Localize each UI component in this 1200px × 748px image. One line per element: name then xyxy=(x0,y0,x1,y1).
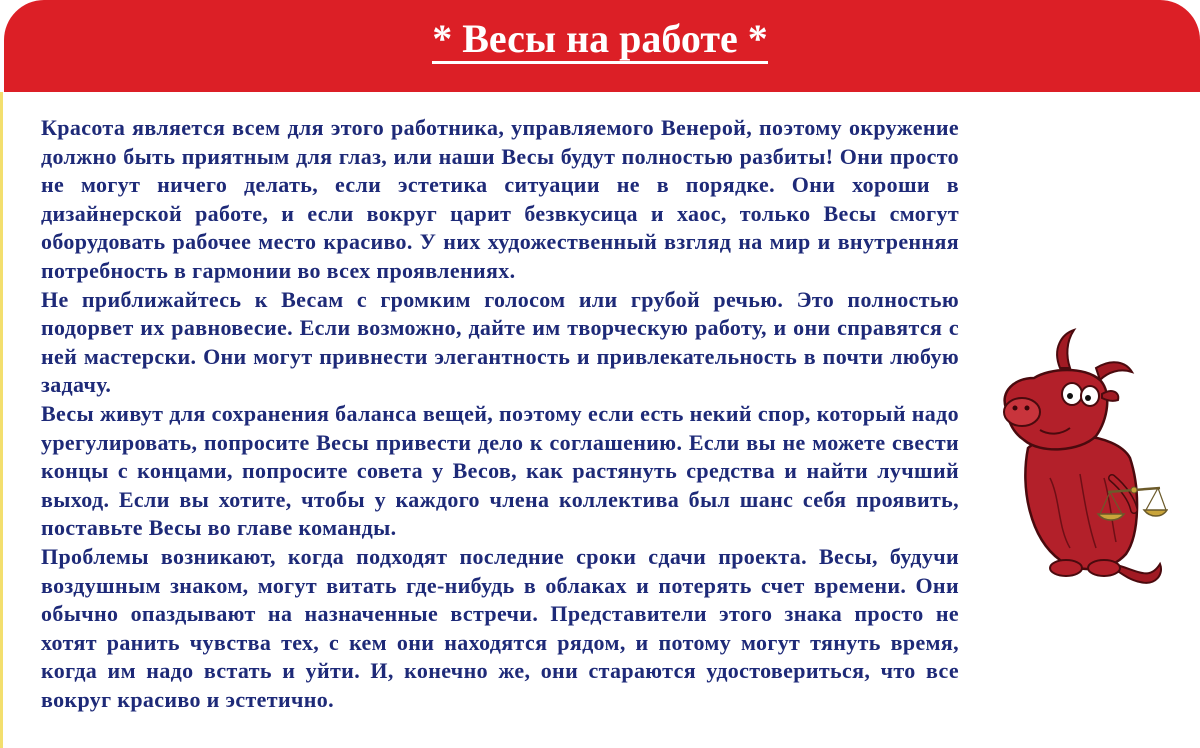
left-edge-strip xyxy=(0,92,3,748)
paragraph: Проблемы возникают, когда подходят последние сроки сдачи проекта. Весы, будучи воздушным знаком, могут витать где-нибудь в облаках и потерять счет времени. Они обычно опаздывают на назначенные встречи. Представители этого знака просто не хотят ранить чувства тех, с кем они находятся рядом, и потому могут тянуть время, когда им надо встать и уйти. И, конечно же, они стараются удостовериться, что все вокруг красиво и эстетично. xyxy=(41,543,959,712)
paragraph: Красота является всем для этого работника, управляемого Венерой, поэтому окружение должно быть приятным для глаз, или наши Весы будут полностью разбиты! Они просто не могут ничего делать, если эстетика ситуации не в порядке. Они хороши в дизайнерской работе, и если вокруг царит безвкусица и хаос, только Весы смогут оборудовать рабочее место красиво. У них художественный взгляд на мир и внутренняя потребность в гармонии во всех проявлениях. xyxy=(41,115,959,283)
page-title xyxy=(0,14,1200,64)
red-bull-holding-scales-icon xyxy=(1000,328,1168,592)
paragraph: Весы живут для сохранения баланса вещей, поэтому если есть некий спор, который надо урегулировать, попросите Весы привести дело к соглашению. Если вы не можете свести концы с концами, попросите совета у Весов, как растянуть средства и найти лучший выход. Если вы хотите, чтобы у каждого члена коллектива был шанс себя проявить, поставьте Весы во главе команды. xyxy=(41,400,959,541)
page-title-text: * Весы на работе * xyxy=(432,16,768,64)
paragraph: Не приближайтесь к Весам с громким голосом или грубой речью. Это полностью подорвет их равновесие. Если возможно, дайте им творческую работу, и они справятся с ней мастерски. Они могут привнести элегантность и привлекательность в почти любую задачу. xyxy=(41,286,959,398)
article-body xyxy=(41,114,959,714)
